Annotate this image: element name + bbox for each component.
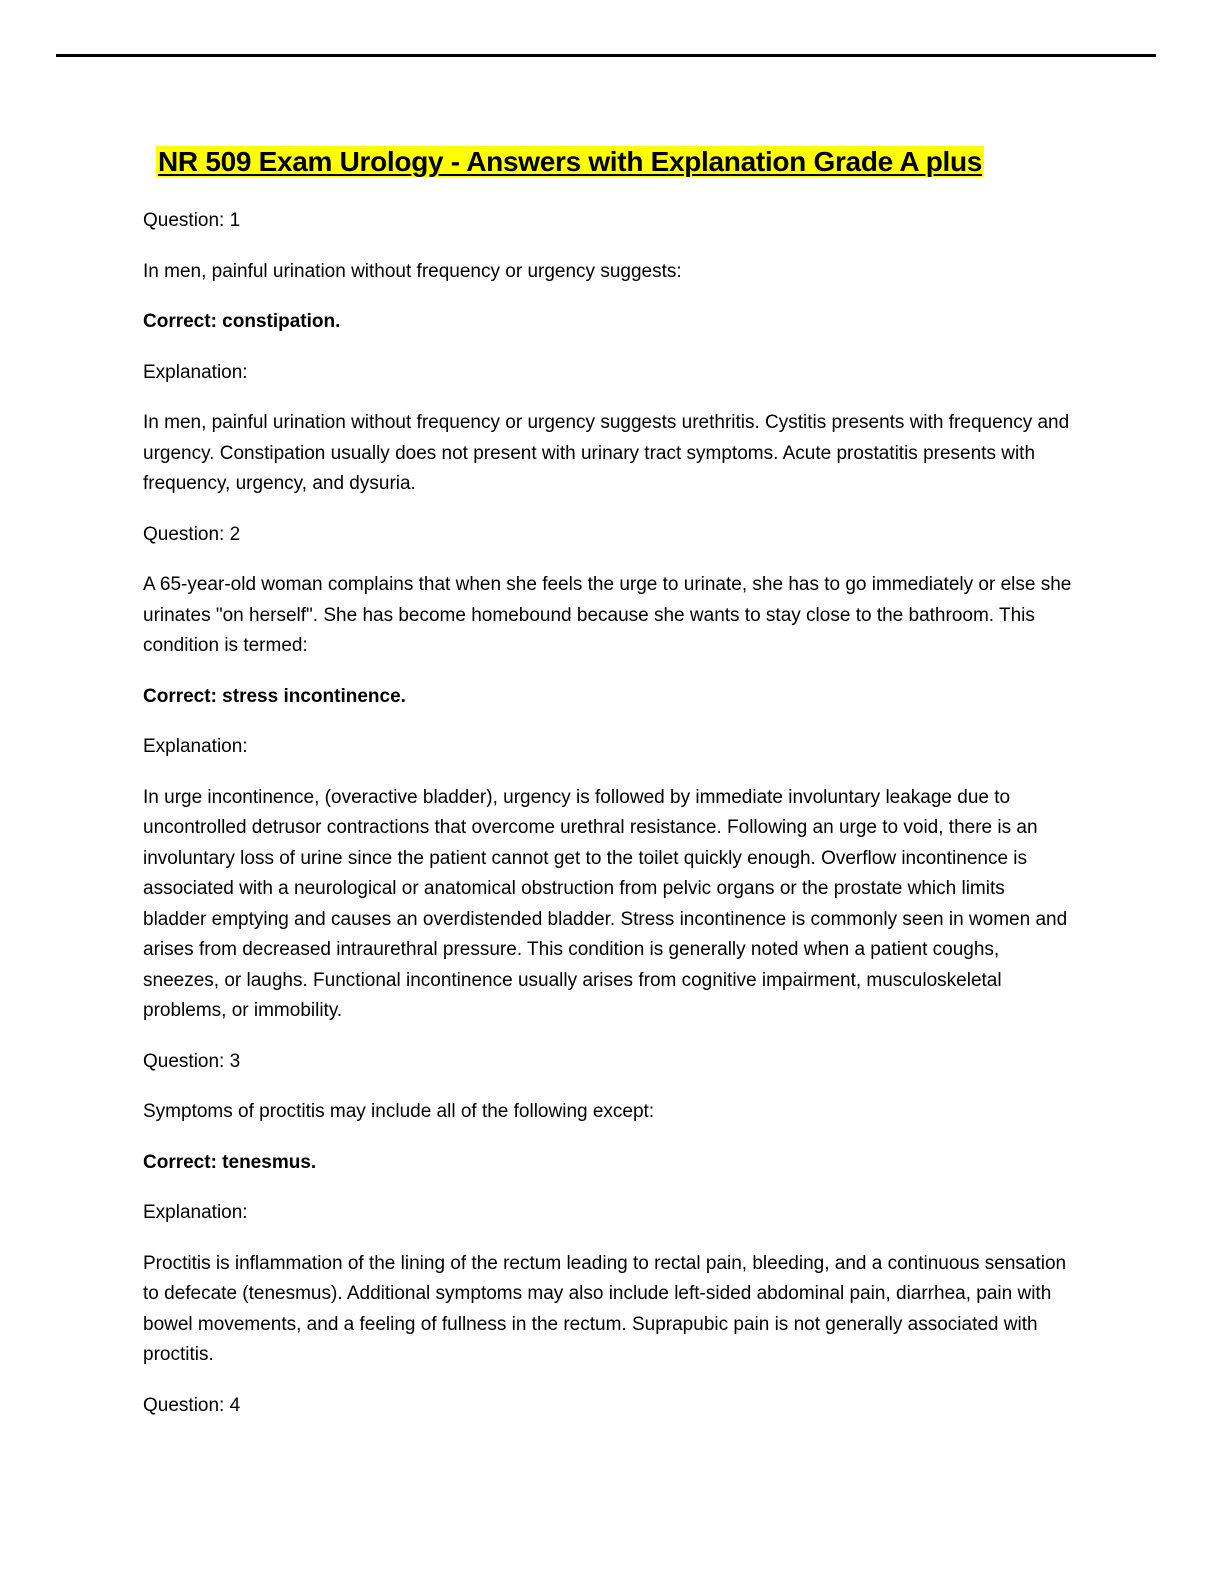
explanation-label: Explanation: xyxy=(143,1202,248,1223)
correct-answer: Correct: stress incontinence. xyxy=(143,685,406,707)
question-label: Question: 3 xyxy=(143,1050,241,1072)
document-body xyxy=(143,206,1073,1441)
header-rule xyxy=(56,54,1156,57)
correct-answer: Correct: constipation. xyxy=(143,311,341,332)
question-prompt: In men, painful urination without frequency or urgency suggests: xyxy=(143,260,682,282)
explanation-text: Proctitis is inflammation of the lining of the rectum leading to rectal pain, bleeding, and a continuous sensation to defecate (tenesmus). Additional symptoms may also include left-sided abdominal pain, diarrhea, pain with bowel movements, and a feeling of fullness in the rectum. Suprapubic pain is not generally associated with proctitis. xyxy=(143,1252,1067,1365)
question-label: Question: 4 xyxy=(143,1394,241,1416)
question-label: Question: 1 xyxy=(143,210,241,231)
explanation-label: Explanation: xyxy=(143,361,248,383)
explanation-text: In men, painful urination without frequency or urgency suggests urethritis. Cystitis presents with frequency and urgency. Constipation usually does not present with urinary tract symptoms. Acute prostatitis presents with frequency, urgency, and dysuria. xyxy=(143,412,1070,494)
document-title xyxy=(156,144,984,180)
correct-answer: Correct: tenesmus. xyxy=(143,1151,317,1173)
explanation-text: In urge incontinence, (overactive bladder), urgency is followed by immediate involuntary leakage due to uncontrolled detrusor contractions that overcome urethral resistance. Following an urge to void, there is an involuntary loss of urine since the patient cannot get to the toilet quickly enough. Overflow incontinence is associated with a neurological or anatomical obstruction from pelvic organs or the prostate which limits bladder emptying and causes an overdistended bladder. Stress incontinence is commonly seen in women and arises from decreased intraurethral pressure. This condition is generally noted when a patient coughs, sneezes, or laughs. Functional incontinence usually arises from cognitive impairment, musculoskeletal problems, or immobility. xyxy=(143,786,1068,1021)
question-prompt: Symptoms of proctitis may include all of the following except: xyxy=(143,1101,655,1122)
document-title-text: NR 509 Exam Urology - Answers with Explanation Grade A plus xyxy=(158,146,983,177)
explanation-label: Explanation: xyxy=(143,736,248,757)
question-label: Question: 2 xyxy=(143,523,241,545)
question-prompt: A 65-year-old woman complains that when she feels the urge to urinate, she has to go immediately or else she urinates "on herself". She has become homebound because she wants to stay close to the bathroom. This condition is termed: xyxy=(143,574,1072,656)
